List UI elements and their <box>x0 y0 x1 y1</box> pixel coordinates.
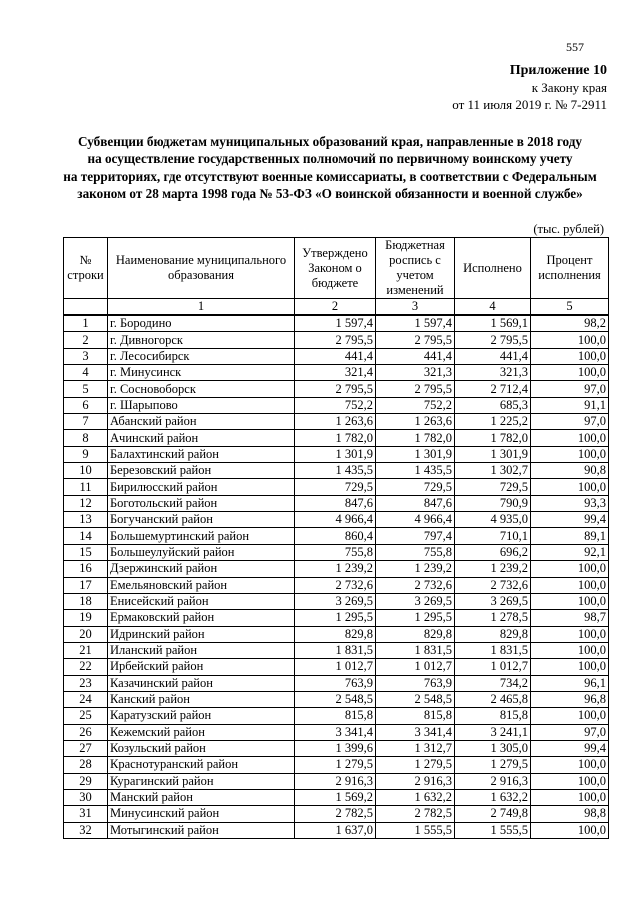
table-row <box>64 773 609 789</box>
percent-cell: 97,0 <box>531 414 609 430</box>
budget-table <box>63 237 609 839</box>
row-number-cell: 32 <box>64 822 108 838</box>
table-row <box>64 430 609 446</box>
approved-cell: 1 435,5 <box>295 463 376 479</box>
appendix-block <box>452 62 607 113</box>
table-row <box>64 512 609 528</box>
municipality-cell: Канский район <box>108 691 295 707</box>
municipality-cell: г. Бородино <box>108 315 295 332</box>
approved-cell: 1 569,2 <box>295 789 376 805</box>
percent-cell: 90,8 <box>531 463 609 479</box>
municipality-cell: Емельяновский район <box>108 577 295 593</box>
title-line: на территориях, где отсутствуют военные комиссариаты, в соответствии с Федеральным <box>63 168 597 184</box>
municipality-cell: Минусинский район <box>108 806 295 822</box>
title-line: на осуществление государственных полномочий по первичному воинскому учету <box>87 151 573 167</box>
approved-cell: 1 831,5 <box>295 642 376 658</box>
table-row <box>64 561 609 577</box>
column-number: 4 <box>455 299 531 316</box>
table-row <box>64 332 609 348</box>
document-title <box>50 133 610 202</box>
table-row <box>64 463 609 479</box>
title-line: Субвенции бюджетам муниципальных образований края, направленные в 2018 году <box>78 134 582 149</box>
budget-schedule-cell: 321,3 <box>376 365 455 381</box>
municipality-cell: Бирилюсский район <box>108 479 295 495</box>
table-row <box>64 528 609 544</box>
municipality-cell: г. Сосновоборск <box>108 381 295 397</box>
percent-cell: 91,1 <box>531 397 609 413</box>
table-row <box>64 822 609 838</box>
budget-schedule-cell: 729,5 <box>376 479 455 495</box>
budget-schedule-cell: 2 548,5 <box>376 691 455 707</box>
row-number-cell: 1 <box>64 315 108 332</box>
budget-schedule-cell: 1 263,6 <box>376 414 455 430</box>
title-line: законом от 28 марта 1998 года № 53-ФЗ «О воинской обязанности и военной службе» <box>77 185 583 201</box>
header-approved: Утверждено Законом о бюджете <box>295 238 376 299</box>
percent-cell: 99,4 <box>531 512 609 528</box>
table-row <box>64 675 609 691</box>
table-row <box>64 659 609 675</box>
approved-cell: 755,8 <box>295 544 376 560</box>
percent-cell: 99,4 <box>531 740 609 756</box>
header-row-number: № строки <box>64 238 108 299</box>
appendix-line-2: от 11 июля 2019 г. № 7-2911 <box>452 97 607 112</box>
row-number-cell: 9 <box>64 446 108 462</box>
executed-cell: 2 732,6 <box>455 577 531 593</box>
table-row <box>64 806 609 822</box>
executed-cell: 1 302,7 <box>455 463 531 479</box>
row-number-cell: 27 <box>64 740 108 756</box>
executed-cell: 1 012,7 <box>455 659 531 675</box>
row-number-cell: 18 <box>64 593 108 609</box>
percent-cell: 100,0 <box>531 659 609 675</box>
percent-cell: 100,0 <box>531 430 609 446</box>
column-number-row <box>64 299 609 316</box>
approved-cell: 815,8 <box>295 708 376 724</box>
row-number-cell: 21 <box>64 642 108 658</box>
executed-cell: 4 935,0 <box>455 512 531 528</box>
percent-cell: 89,1 <box>531 528 609 544</box>
row-number-cell: 13 <box>64 512 108 528</box>
table-row <box>64 479 609 495</box>
table-row <box>64 724 609 740</box>
executed-cell: 2 795,5 <box>455 332 531 348</box>
row-number-cell: 10 <box>64 463 108 479</box>
header-percent: Процент исполнения <box>531 238 609 299</box>
row-number-cell: 22 <box>64 659 108 675</box>
budget-schedule-cell: 1 632,2 <box>376 789 455 805</box>
approved-cell: 860,4 <box>295 528 376 544</box>
executed-cell: 1 305,0 <box>455 740 531 756</box>
budget-schedule-cell: 2 782,5 <box>376 806 455 822</box>
table-row <box>64 789 609 805</box>
executed-cell: 1 555,5 <box>455 822 531 838</box>
approved-cell: 1 295,5 <box>295 610 376 626</box>
approved-cell: 763,9 <box>295 675 376 691</box>
executed-cell: 729,5 <box>455 479 531 495</box>
table-row <box>64 577 609 593</box>
municipality-cell: Каратузский район <box>108 708 295 724</box>
budget-schedule-cell: 815,8 <box>376 708 455 724</box>
executed-cell: 3 269,5 <box>455 593 531 609</box>
municipality-cell: Курагинский район <box>108 773 295 789</box>
table-row <box>64 708 609 724</box>
budget-schedule-cell: 1 435,5 <box>376 463 455 479</box>
row-number-cell: 24 <box>64 691 108 707</box>
appendix-title: Приложение 10 <box>509 63 607 78</box>
budget-schedule-cell: 1 597,4 <box>376 315 455 332</box>
budget-schedule-cell: 847,6 <box>376 495 455 511</box>
executed-cell: 1 831,5 <box>455 642 531 658</box>
budget-schedule-cell: 1 012,7 <box>376 659 455 675</box>
approved-cell: 3 269,5 <box>295 593 376 609</box>
budget-schedule-cell: 763,9 <box>376 675 455 691</box>
budget-schedule-cell: 2 795,5 <box>376 381 455 397</box>
table-row <box>64 365 609 381</box>
budget-schedule-cell: 2 732,6 <box>376 577 455 593</box>
row-number-cell: 6 <box>64 397 108 413</box>
budget-schedule-cell: 1 555,5 <box>376 822 455 838</box>
column-number: 3 <box>376 299 455 316</box>
executed-cell: 2 712,4 <box>455 381 531 397</box>
municipality-cell: Большеулуйский район <box>108 544 295 560</box>
municipality-cell: Боготольский район <box>108 495 295 511</box>
municipality-cell: Манский район <box>108 789 295 805</box>
executed-cell: 3 241,1 <box>455 724 531 740</box>
header-budget-schedule: Бюджетная роспись с учетом изменений <box>376 238 455 299</box>
percent-cell: 100,0 <box>531 479 609 495</box>
executed-cell: 710,1 <box>455 528 531 544</box>
table-row <box>64 740 609 756</box>
municipality-cell: Большемуртинский район <box>108 528 295 544</box>
percent-cell: 100,0 <box>531 348 609 364</box>
table-row <box>64 315 609 332</box>
percent-cell: 100,0 <box>531 757 609 773</box>
executed-cell: 696,2 <box>455 544 531 560</box>
municipality-cell: Кежемский район <box>108 724 295 740</box>
table-row <box>64 626 609 642</box>
executed-cell: 2 916,3 <box>455 773 531 789</box>
percent-cell: 96,8 <box>531 691 609 707</box>
percent-cell: 100,0 <box>531 446 609 462</box>
table-row <box>64 757 609 773</box>
table-row <box>64 397 609 413</box>
table-row <box>64 691 609 707</box>
executed-cell: 829,8 <box>455 626 531 642</box>
header-name: Наименование муниципального образования <box>108 238 295 299</box>
executed-cell: 1 278,5 <box>455 610 531 626</box>
budget-schedule-cell: 1 312,7 <box>376 740 455 756</box>
municipality-cell: г. Минусинск <box>108 365 295 381</box>
municipality-cell: Идринский район <box>108 626 295 642</box>
executed-cell: 2 749,8 <box>455 806 531 822</box>
approved-cell: 1 012,7 <box>295 659 376 675</box>
budget-schedule-cell: 1 295,5 <box>376 610 455 626</box>
approved-cell: 1 399,6 <box>295 740 376 756</box>
percent-cell: 100,0 <box>531 365 609 381</box>
approved-cell: 1 263,6 <box>295 414 376 430</box>
executed-cell: 1 782,0 <box>455 430 531 446</box>
table-row <box>64 495 609 511</box>
budget-schedule-cell: 1 239,2 <box>376 561 455 577</box>
percent-cell: 93,3 <box>531 495 609 511</box>
percent-cell: 100,0 <box>531 708 609 724</box>
row-number-cell: 28 <box>64 757 108 773</box>
percent-cell: 100,0 <box>531 332 609 348</box>
approved-cell: 2 795,5 <box>295 332 376 348</box>
row-number-cell: 2 <box>64 332 108 348</box>
percent-cell: 100,0 <box>531 626 609 642</box>
percent-cell: 100,0 <box>531 822 609 838</box>
approved-cell: 1 279,5 <box>295 757 376 773</box>
approved-cell: 2 916,3 <box>295 773 376 789</box>
approved-cell: 1 637,0 <box>295 822 376 838</box>
approved-cell: 4 966,4 <box>295 512 376 528</box>
row-number-cell: 12 <box>64 495 108 511</box>
percent-cell: 92,1 <box>531 544 609 560</box>
row-number-cell: 29 <box>64 773 108 789</box>
percent-cell: 100,0 <box>531 593 609 609</box>
municipality-cell: Козульский район <box>108 740 295 756</box>
budget-schedule-cell: 3 269,5 <box>376 593 455 609</box>
percent-cell: 100,0 <box>531 642 609 658</box>
approved-cell: 321,4 <box>295 365 376 381</box>
municipality-cell: г. Лесосибирск <box>108 348 295 364</box>
row-number-cell: 7 <box>64 414 108 430</box>
column-number: 1 <box>108 299 295 316</box>
row-number-cell: 5 <box>64 381 108 397</box>
units-label: (тыс. рублей) <box>533 222 604 236</box>
percent-cell: 100,0 <box>531 577 609 593</box>
executed-cell: 1 301,9 <box>455 446 531 462</box>
municipality-cell: Ачинский район <box>108 430 295 446</box>
budget-schedule-cell: 829,8 <box>376 626 455 642</box>
table-row <box>64 381 609 397</box>
municipality-cell: Мотыгинский район <box>108 822 295 838</box>
table-header-row <box>64 238 609 299</box>
approved-cell: 2 732,6 <box>295 577 376 593</box>
municipality-cell: Ирбейский район <box>108 659 295 675</box>
executed-cell: 321,3 <box>455 365 531 381</box>
approved-cell: 829,8 <box>295 626 376 642</box>
approved-cell: 1 597,4 <box>295 315 376 332</box>
percent-cell: 96,1 <box>531 675 609 691</box>
table-row <box>64 610 609 626</box>
municipality-cell: Казачинский район <box>108 675 295 691</box>
executed-cell: 1 225,2 <box>455 414 531 430</box>
table-row <box>64 414 609 430</box>
municipality-cell: Балахтинский район <box>108 446 295 462</box>
municipality-cell: Березовский район <box>108 463 295 479</box>
budget-schedule-cell: 1 831,5 <box>376 642 455 658</box>
municipality-cell: Дзержинский район <box>108 561 295 577</box>
executed-cell: 790,9 <box>455 495 531 511</box>
municipality-cell: Ермаковский район <box>108 610 295 626</box>
budget-schedule-cell: 797,4 <box>376 528 455 544</box>
percent-cell: 98,2 <box>531 315 609 332</box>
percent-cell: 97,0 <box>531 724 609 740</box>
percent-cell: 100,0 <box>531 789 609 805</box>
approved-cell: 3 341,4 <box>295 724 376 740</box>
approved-cell: 2 782,5 <box>295 806 376 822</box>
appendix-line-1: к Закону края <box>531 80 607 95</box>
budget-schedule-cell: 2 916,3 <box>376 773 455 789</box>
column-number: 5 <box>531 299 609 316</box>
budget-schedule-cell: 1 782,0 <box>376 430 455 446</box>
budget-schedule-cell: 752,2 <box>376 397 455 413</box>
row-number-cell: 3 <box>64 348 108 364</box>
row-number-cell: 16 <box>64 561 108 577</box>
municipality-cell: Богучанский район <box>108 512 295 528</box>
budget-schedule-cell: 4 966,4 <box>376 512 455 528</box>
budget-schedule-cell: 1 301,9 <box>376 446 455 462</box>
executed-cell: 734,2 <box>455 675 531 691</box>
approved-cell: 441,4 <box>295 348 376 364</box>
percent-cell: 97,0 <box>531 381 609 397</box>
row-number-cell: 23 <box>64 675 108 691</box>
column-number <box>64 299 108 316</box>
executed-cell: 1 239,2 <box>455 561 531 577</box>
row-number-cell: 8 <box>64 430 108 446</box>
approved-cell: 2 548,5 <box>295 691 376 707</box>
percent-cell: 100,0 <box>531 561 609 577</box>
approved-cell: 1 782,0 <box>295 430 376 446</box>
percent-cell: 98,7 <box>531 610 609 626</box>
row-number-cell: 26 <box>64 724 108 740</box>
percent-cell: 98,8 <box>531 806 609 822</box>
row-number-cell: 25 <box>64 708 108 724</box>
approved-cell: 2 795,5 <box>295 381 376 397</box>
budget-schedule-cell: 441,4 <box>376 348 455 364</box>
approved-cell: 1 239,2 <box>295 561 376 577</box>
budget-schedule-cell: 2 795,5 <box>376 332 455 348</box>
executed-cell: 815,8 <box>455 708 531 724</box>
row-number-cell: 30 <box>64 789 108 805</box>
row-number-cell: 17 <box>64 577 108 593</box>
table-row <box>64 642 609 658</box>
municipality-cell: Абанский район <box>108 414 295 430</box>
executed-cell: 1 632,2 <box>455 789 531 805</box>
row-number-cell: 15 <box>64 544 108 560</box>
municipality-cell: Краснотуранский район <box>108 757 295 773</box>
table-row <box>64 544 609 560</box>
approved-cell: 847,6 <box>295 495 376 511</box>
row-number-cell: 31 <box>64 806 108 822</box>
municipality-cell: Енисейский район <box>108 593 295 609</box>
header-executed: Исполнено <box>455 238 531 299</box>
budget-schedule-cell: 755,8 <box>376 544 455 560</box>
approved-cell: 729,5 <box>295 479 376 495</box>
column-number: 2 <box>295 299 376 316</box>
municipality-cell: г. Шарыпово <box>108 397 295 413</box>
budget-schedule-cell: 1 279,5 <box>376 757 455 773</box>
approved-cell: 752,2 <box>295 397 376 413</box>
budget-schedule-cell: 3 341,4 <box>376 724 455 740</box>
table-row <box>64 348 609 364</box>
municipality-cell: Иланский район <box>108 642 295 658</box>
row-number-cell: 20 <box>64 626 108 642</box>
executed-cell: 1 279,5 <box>455 757 531 773</box>
row-number-cell: 4 <box>64 365 108 381</box>
table-body <box>64 315 609 839</box>
table-row <box>64 446 609 462</box>
page-number: 557 <box>566 40 584 54</box>
percent-cell: 100,0 <box>531 773 609 789</box>
table-row <box>64 593 609 609</box>
executed-cell: 685,3 <box>455 397 531 413</box>
row-number-cell: 19 <box>64 610 108 626</box>
executed-cell: 441,4 <box>455 348 531 364</box>
executed-cell: 1 569,1 <box>455 315 531 332</box>
executed-cell: 2 465,8 <box>455 691 531 707</box>
row-number-cell: 14 <box>64 528 108 544</box>
approved-cell: 1 301,9 <box>295 446 376 462</box>
municipality-cell: г. Дивногорск <box>108 332 295 348</box>
row-number-cell: 11 <box>64 479 108 495</box>
